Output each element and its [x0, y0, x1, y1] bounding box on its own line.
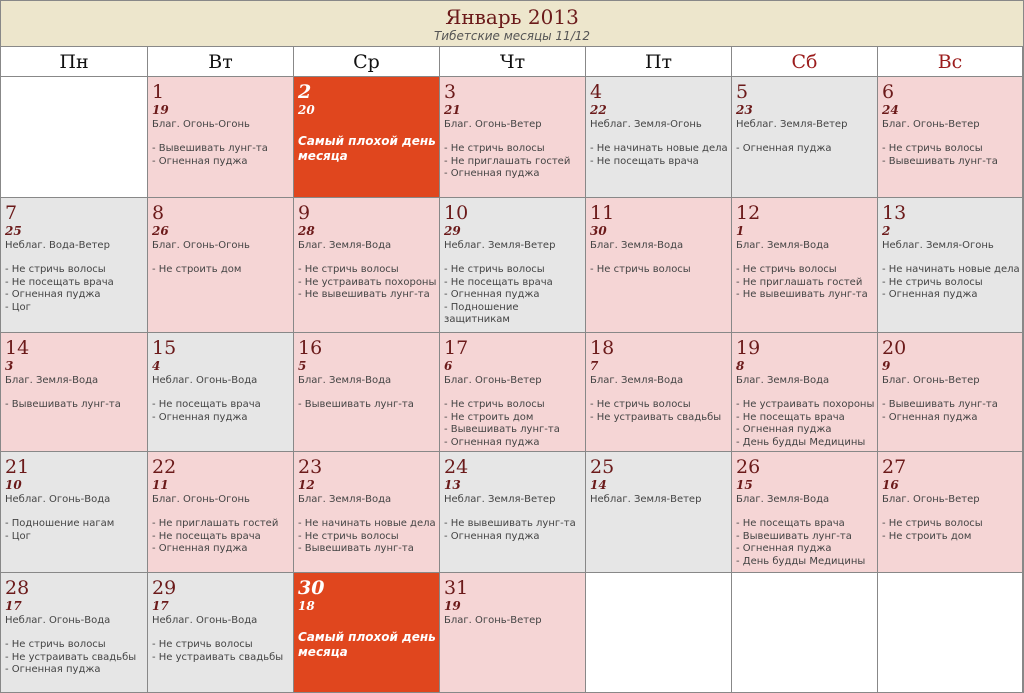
tibetan-day-number: 15 [736, 478, 753, 492]
day-recommendations: - Не стричь волосы - Не устраивать свадьбы - Огненная пуджа [5, 639, 137, 675]
day-number: 16 [298, 337, 323, 359]
day-recommendations: - Не стричь волосы - Не строить дом - Вывешивать лунг-та - Огненная пуджа [444, 399, 560, 448]
tibetan-day-number: 22 [590, 103, 607, 117]
day-recommendations: - Не стричь волосы - Не устраивать свадьбы [152, 639, 284, 663]
day-cell-24 [440, 452, 586, 573]
calendar-header [1, 1, 1023, 47]
day-recommendations: - Подношение нагам - Цог [5, 518, 115, 542]
day-cell-29 [148, 573, 294, 693]
day-cell-16 [294, 333, 440, 452]
day-recommendations: - Не стричь волосы - Не посещать врача - Огненная пуджа - Подношение защитникам [444, 264, 553, 325]
day-number: 17 [444, 337, 469, 359]
day-cell-13 [878, 198, 1023, 333]
tibetan-day-number: 28 [298, 224, 315, 238]
tibetan-day-number: 24 [882, 103, 899, 117]
day-number: 12 [736, 202, 761, 224]
day-element-description: Неблаг. Огонь-Вода [152, 615, 258, 626]
day-element-description: Благ. Земля-Вода [298, 240, 392, 251]
day-number: 14 [5, 337, 30, 359]
weekday-2: Ср [294, 47, 440, 77]
day-cell-15 [148, 333, 294, 452]
day-cell-19 [732, 333, 878, 452]
day-recommendations: - Вывешивать лунг-та [298, 399, 414, 410]
tibetan-day-number: 4 [152, 359, 161, 373]
day-number: 20 [882, 337, 907, 359]
month-title: Январь 2013 [445, 5, 579, 29]
day-number: 10 [444, 202, 469, 224]
day-element-description: Неблаг. Вода-Ветер [5, 240, 110, 251]
weekday-header-row [1, 47, 1023, 77]
day-element-description: Неблаг. Земля-Ветер [444, 494, 556, 505]
day-cell-14 [1, 333, 148, 452]
day-cell-17 [440, 333, 586, 452]
day-element-description: Благ. Огонь-Ветер [444, 119, 542, 130]
day-element-description: Благ. Земля-Вода [590, 375, 684, 386]
day-element-description: Благ. Земля-Вода [736, 494, 830, 505]
tibetan-day-number: 19 [444, 599, 461, 613]
tibetan-day-number: 7 [590, 359, 599, 373]
tibetan-day-number: 25 [5, 224, 22, 238]
day-number: 15 [152, 337, 177, 359]
day-element-description: Благ. Огонь-Ветер [444, 375, 542, 386]
day-cell-26 [732, 452, 878, 573]
day-cell-18 [586, 333, 732, 452]
day-element-description: Благ. Огонь-Ветер [882, 375, 980, 386]
day-number: 13 [882, 202, 907, 224]
tibetan-day-number: 26 [152, 224, 169, 238]
tibetan-day-number: 8 [736, 359, 745, 373]
day-element-description: Благ. Земля-Вода [736, 240, 830, 251]
day-element-description: Благ. Земля-Вода [590, 240, 684, 251]
day-cell-12 [732, 198, 878, 333]
day-cell-30 [294, 573, 440, 693]
day-recommendations: - Не вывешивать лунг-та - Огненная пуджа [444, 518, 576, 542]
tibetan-day-number: 20 [298, 103, 315, 117]
tibetan-day-number: 30 [590, 224, 607, 238]
tibetan-day-number: 10 [5, 478, 22, 492]
day-number: 8 [152, 202, 165, 224]
tibetan-day-number: 18 [298, 599, 315, 613]
day-cell-7 [1, 198, 148, 333]
tibetan-day-number: 12 [298, 478, 315, 492]
day-element-description: Неблаг. Земля-Ветер [444, 240, 556, 251]
tibetan-day-number: 1 [736, 224, 745, 238]
day-cell-4 [586, 77, 732, 198]
day-number: 9 [298, 202, 311, 224]
day-recommendations: - Не стричь волосы [590, 264, 691, 275]
day-cell-22 [148, 452, 294, 573]
day-recommendations: - Не начинать новые дела - Не посещать врача [590, 143, 728, 167]
day-number: 23 [298, 456, 323, 478]
day-cell-25 [586, 452, 732, 573]
day-cell-27 [878, 452, 1023, 573]
day-number: 5 [736, 81, 749, 103]
day-number: 21 [5, 456, 30, 478]
day-number: 24 [444, 456, 469, 478]
empty-day-cell [1, 77, 148, 198]
day-number: 28 [5, 577, 30, 599]
day-recommendations: - Не стричь волосы - Не строить дом [882, 518, 983, 542]
day-number: 19 [736, 337, 761, 359]
day-number: 4 [590, 81, 603, 103]
day-recommendations: - Не стричь волосы - Не устраивать свадьбы [590, 399, 722, 423]
day-number: 30 [298, 577, 325, 599]
day-cell-5 [732, 77, 878, 198]
day-recommendations: - Не посещать врача - Огненная пуджа [152, 399, 261, 423]
worst-day-label: Самый плохой день месяца [298, 630, 436, 659]
weekday-1: Вт [148, 47, 294, 77]
tibetan-months-subtitle: Тибетские месяцы 11/12 [433, 29, 591, 43]
tibetan-day-number: 13 [444, 478, 461, 492]
day-element-description: Неблаг. Земля-Огонь [590, 119, 702, 130]
tibetan-day-number: 29 [444, 224, 461, 238]
day-element-description: Неблаг. Земля-Ветер [736, 119, 848, 130]
day-number: 31 [444, 577, 469, 599]
day-element-description: Благ. Земля-Вода [736, 375, 830, 386]
day-number: 7 [5, 202, 18, 224]
day-recommendations: - Не стричь волосы - Не посещать врача - Огненная пуджа - Цог [5, 264, 114, 313]
day-cell-31 [440, 573, 586, 693]
tibetan-day-number: 6 [444, 359, 453, 373]
weekday-4: Пт [586, 47, 732, 77]
day-element-description: Благ. Огонь-Огонь [152, 119, 250, 130]
day-number: 3 [444, 81, 457, 103]
tibetan-day-number: 16 [882, 478, 899, 492]
day-recommendations: - Вывешивать лунг-та [5, 399, 121, 410]
day-recommendations: - Не начинать новые дела - Не стричь волосы - Огненная пуджа [882, 264, 1020, 300]
tibetan-day-number: 23 [736, 103, 753, 117]
day-element-description: Благ. Огонь-Огонь [152, 494, 250, 505]
day-recommendations: - Не стричь волосы - Не приглашать гостей - Огненная пуджа [444, 143, 571, 179]
day-cell-3 [440, 77, 586, 198]
day-recommendations: - Вывешивать лунг-та - Огненная пуджа [882, 399, 998, 423]
weekday-3: Чт [440, 47, 586, 77]
worst-day-label: Самый плохой день месяца [298, 134, 436, 163]
day-number: 29 [152, 577, 177, 599]
tibetan-day-number: 19 [152, 103, 169, 117]
day-number: 22 [152, 456, 177, 478]
day-number: 11 [590, 202, 615, 224]
day-element-description: Благ. Земля-Вода [5, 375, 99, 386]
tibetan-day-number: 17 [5, 599, 22, 613]
empty-day-cell [732, 573, 878, 693]
day-element-description: Неблаг. Огонь-Вода [5, 615, 111, 626]
day-element-description: Благ. Земля-Вода [298, 375, 392, 386]
day-element-description: Неблаг. Огонь-Вода [5, 494, 111, 505]
empty-day-cell [586, 573, 732, 693]
day-element-description: Неблаг. Огонь-Вода [152, 375, 258, 386]
empty-day-cell [878, 573, 1023, 693]
weekday-5: Сб [732, 47, 878, 77]
tibetan-day-number: 21 [444, 103, 461, 117]
day-recommendations: - Не стричь волосы - Вывешивать лунг-та [882, 143, 998, 167]
tibetan-day-number: 14 [590, 478, 607, 492]
day-cell-9 [294, 198, 440, 333]
day-cell-10 [440, 198, 586, 333]
day-recommendations: - Не стричь волосы - Не устраивать похороны - Не вывешивать лунг-та [298, 264, 437, 300]
day-element-description: Неблаг. Земля-Огонь [882, 240, 994, 251]
day-cell-21 [1, 452, 148, 573]
day-number: 27 [882, 456, 907, 478]
day-number: 26 [736, 456, 761, 478]
day-number: 25 [590, 456, 615, 478]
day-element-description: Благ. Огонь-Ветер [882, 494, 980, 505]
day-cell-11 [586, 198, 732, 333]
day-recommendations: - Не устраивать похороны - Не посещать врача - Огненная пуджа - День будды Медицины [736, 399, 875, 448]
tibetan-day-number: 11 [152, 478, 169, 492]
day-element-description: Благ. Земля-Вода [298, 494, 392, 505]
day-number: 2 [298, 81, 312, 103]
tibetan-day-number: 3 [5, 359, 14, 373]
day-element-description: Благ. Огонь-Огонь [152, 240, 250, 251]
day-cell-1 [148, 77, 294, 198]
day-cell-2 [294, 77, 440, 198]
tibetan-day-number: 17 [152, 599, 169, 613]
day-recommendations: - Огненная пуджа [736, 143, 832, 154]
day-element-description: Благ. Огонь-Ветер [444, 615, 542, 626]
day-recommendations: - Не начинать новые дела - Не стричь волосы - Вывешивать лунг-та [298, 518, 436, 554]
day-cell-28 [1, 573, 148, 693]
day-cell-8 [148, 198, 294, 333]
day-element-description: Неблаг. Земля-Ветер [590, 494, 702, 505]
day-cell-23 [294, 452, 440, 573]
day-number: 18 [590, 337, 615, 359]
weekday-6: Вс [878, 47, 1023, 77]
day-recommendations: - Не строить дом [152, 264, 242, 275]
day-cell-6 [878, 77, 1023, 198]
day-recommendations: - Не стричь волосы - Не приглашать гостей - Не вывешивать лунг-та [736, 264, 868, 300]
day-number: 6 [882, 81, 895, 103]
day-recommendations: - Не посещать врача - Вывешивать лунг-та - Огненная пуджа - День будды Медицины [736, 518, 866, 567]
tibetan-day-number: 9 [882, 359, 891, 373]
day-element-description: Благ. Огонь-Ветер [882, 119, 980, 130]
day-recommendations: - Не приглашать гостей - Не посещать врача - Огненная пуджа [152, 518, 279, 554]
day-cell-20 [878, 333, 1023, 452]
tibetan-day-number: 5 [298, 359, 307, 373]
weekday-0: Пн [1, 47, 148, 77]
tibetan-day-number: 2 [882, 224, 891, 238]
day-recommendations: - Вывешивать лунг-та - Огненная пуджа [152, 143, 268, 167]
day-number: 1 [152, 81, 165, 103]
